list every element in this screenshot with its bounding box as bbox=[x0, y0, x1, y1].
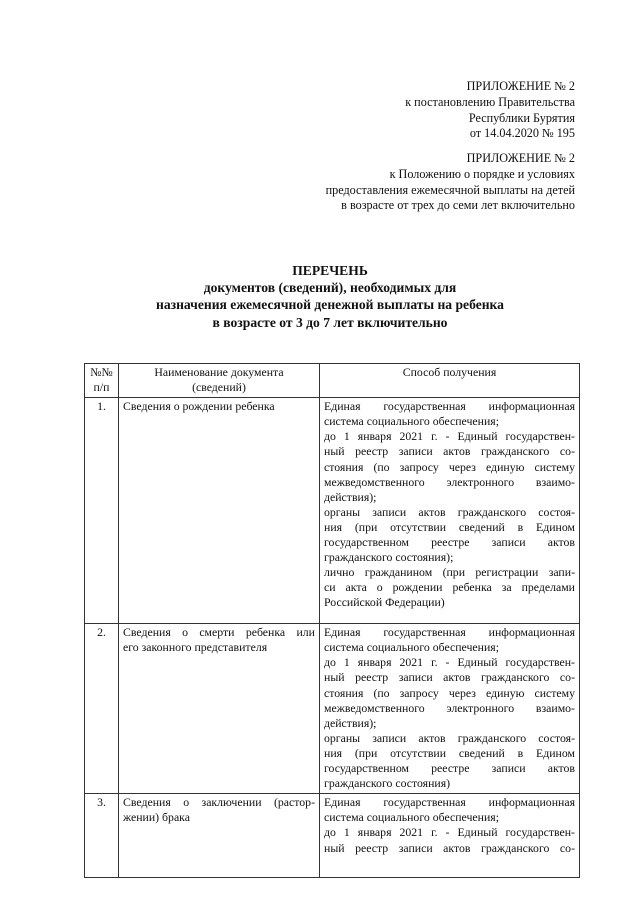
method-line: ный реестр записи актов гражданского со- bbox=[324, 840, 575, 855]
row-number: 1. bbox=[85, 398, 119, 624]
documents-table bbox=[84, 363, 580, 878]
name-line: Сведения о рождении ребенка bbox=[123, 399, 275, 414]
header-document-name bbox=[119, 364, 320, 398]
method-line: гражданского состояния) bbox=[324, 776, 451, 791]
header-method bbox=[320, 364, 580, 398]
appendix-line: к Положению о порядке и условиях bbox=[389, 166, 575, 181]
name-line: Сведения о заключении (растор- bbox=[123, 795, 315, 810]
method-line: Российской Федерации) bbox=[324, 595, 445, 610]
title-line: документов (сведений), необходимых для bbox=[203, 280, 457, 296]
method-line: до 1 января 2021 г. - Единый государствен- bbox=[324, 429, 575, 444]
title-heading: ПЕРЕЧЕНЬ bbox=[292, 263, 368, 278]
method-line: межведомственного электронного взаимо- bbox=[324, 700, 575, 715]
appendix-header-resolution bbox=[405, 79, 575, 142]
method-line: си акта о рождении ребенка за пределами bbox=[324, 580, 575, 595]
name-line: Сведения о смерти ребенка или bbox=[123, 625, 315, 640]
table-row bbox=[85, 794, 580, 878]
header-number-line: №№ bbox=[90, 365, 113, 379]
method-line: межведомственного электронного взаимо- bbox=[324, 474, 575, 489]
method-line: до 1 января 2021 г. - Единый государствен- bbox=[324, 825, 575, 840]
table-row bbox=[85, 398, 580, 624]
document-title bbox=[100, 262, 560, 331]
name-line: жении) брака bbox=[123, 810, 190, 825]
title-line: назначения ежемесячной денежной выплаты на ребенка bbox=[156, 297, 504, 313]
appendix-line: в возрасте от трех до семи лет включительно bbox=[341, 198, 575, 213]
method-line: государственном реестре записи актов bbox=[324, 535, 575, 550]
method-line: действия); bbox=[324, 489, 377, 504]
method-line: система социального обеспечения; bbox=[324, 810, 499, 825]
method-line: ный реестр записи актов гражданского со- bbox=[324, 670, 575, 685]
title-line: в возрасте от 3 до 7 лет включительно bbox=[212, 314, 448, 330]
method-line: Единая государственная информационная bbox=[324, 625, 575, 640]
method-line: до 1 января 2021 г. - Единый государствен- bbox=[324, 655, 575, 670]
row-method bbox=[320, 624, 580, 794]
method-line: ния (при отсутствии сведений в Едином bbox=[324, 745, 575, 760]
row-method bbox=[320, 398, 580, 624]
method-line: Единая государственная информационная bbox=[324, 399, 575, 414]
method-line: ния (при отсутствии сведений в Едином bbox=[324, 519, 575, 534]
method-line: ный реестр записи актов гражданского со- bbox=[324, 444, 575, 459]
header-method-label: Способ получения bbox=[402, 365, 497, 379]
header-name-line: Наименование документа bbox=[154, 365, 284, 379]
header-name-line: (сведений) bbox=[192, 380, 246, 395]
appendix-line: Республики Бурятия bbox=[468, 110, 575, 125]
row-number: 2. bbox=[85, 624, 119, 794]
appendix-line: от 14.04.2020 № 195 bbox=[469, 126, 575, 141]
appendix-header-regulation bbox=[326, 151, 575, 214]
method-line: гражданского состояния); bbox=[324, 550, 454, 565]
method-line: органы записи актов гражданского состоя- bbox=[324, 730, 575, 745]
appendix-line: к постановлению Правительства bbox=[405, 94, 575, 109]
row-number: 3. bbox=[85, 794, 119, 878]
table-header-row bbox=[85, 364, 580, 398]
method-line: лично гражданином (при регистрации запи- bbox=[324, 565, 575, 580]
row-document-name bbox=[119, 398, 320, 624]
appendix-line: ПРИЛОЖЕНИЕ № 2 bbox=[466, 79, 575, 93]
method-line: действия); bbox=[324, 715, 377, 730]
row-document-name bbox=[119, 624, 320, 794]
appendix-line: ПРИЛОЖЕНИЕ № 2 bbox=[466, 151, 575, 165]
method-line: органы записи актов гражданского состоя- bbox=[324, 504, 575, 519]
name-line: его законного представителя bbox=[123, 640, 268, 655]
method-line: государственном реестре записи актов bbox=[324, 761, 575, 776]
header-number-line: п/п bbox=[93, 380, 110, 395]
method-line: система социального обеспечения; bbox=[324, 640, 499, 655]
header-number bbox=[85, 364, 119, 398]
row-document-name bbox=[119, 794, 320, 878]
method-line: стояния (по запросу через единую систему bbox=[324, 459, 575, 474]
method-line: система социального обеспечения; bbox=[324, 414, 499, 429]
method-line: стояния (по запросу через единую систему bbox=[324, 685, 575, 700]
table-row bbox=[85, 624, 580, 794]
row-method bbox=[320, 794, 580, 878]
method-line: Единая государственная информационная bbox=[324, 795, 575, 810]
appendix-line: предоставления ежемесячной выплаты на детей bbox=[325, 182, 575, 197]
